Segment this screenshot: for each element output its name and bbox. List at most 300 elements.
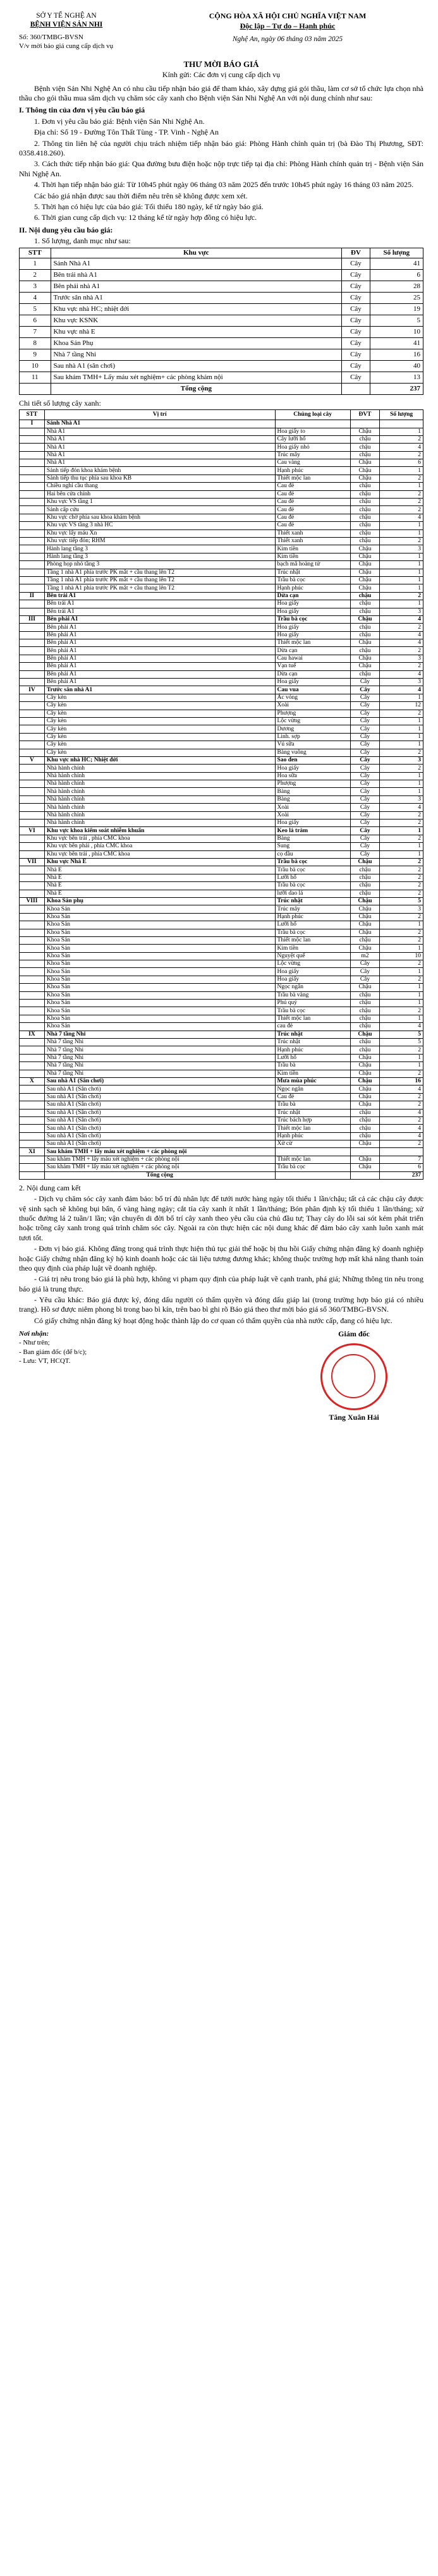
quantity-cell: 2	[380, 913, 423, 921]
quantity-cell: 2	[380, 960, 423, 968]
stt-cell	[20, 874, 45, 881]
plant-type-cell: cọ dầu	[275, 850, 350, 858]
quantity-cell: 1	[380, 584, 423, 592]
stt-cell: 3	[20, 281, 51, 292]
unit-cell: Chậu	[350, 545, 380, 553]
location-cell: Khu vực nhà HC; Nhiệt đới	[44, 756, 275, 764]
unit-cell: Chậu	[350, 1054, 380, 1061]
quantity-cell: 2	[380, 592, 423, 600]
location-cell: Khoa Sản	[44, 952, 275, 960]
plant-type-cell: Trầu bà cọc	[275, 1164, 350, 1171]
unit-cell: chậu	[350, 499, 380, 506]
table-row	[20, 1015, 423, 1022]
stt-cell	[20, 514, 45, 521]
commitment-item: Có giấy chứng nhận đăng ký hoạt động hoặc thành lập do cơ quan có thẩm quyền của nhà nước cấp, đang có hiệu lực.	[34, 1315, 392, 1325]
table-row	[20, 360, 423, 372]
stt-cell	[20, 976, 45, 983]
plant-type-cell: Phượng	[275, 780, 350, 788]
quantity-cell: 4	[380, 1023, 423, 1031]
table-header-cell: ĐV	[342, 248, 370, 258]
recipient-line: Kính gửi: Các đơn vị cung cấp dịch vụ	[162, 70, 281, 80]
stt-cell	[20, 811, 45, 819]
table-row	[20, 780, 423, 788]
location-cell: Sau khám TMH + lấy máu xét nghiệm + các phòng nội	[44, 1164, 275, 1171]
plant-type-cell: Cau đẻ	[275, 506, 350, 514]
stt-cell: VI	[20, 827, 45, 835]
stt-cell: 2	[20, 269, 51, 281]
stt-cell	[20, 960, 45, 968]
quantity-cell: 19	[370, 303, 423, 315]
location-cell: Sau nhà A1 (Sân chơi)	[44, 1140, 275, 1148]
table-row	[20, 483, 423, 490]
location-cell: Tầng 1 nhà A1 phía trước PK mắt + cầu thang lên T2	[44, 584, 275, 592]
unit-cell: Cây	[350, 835, 380, 842]
plant-type-cell: Hoa giấy	[275, 968, 350, 976]
unit-cell: Chậu	[350, 1070, 380, 1077]
quantity-cell: 2	[380, 874, 423, 881]
location-cell: Nhà hành chính	[44, 811, 275, 819]
unit-cell: chậu	[350, 444, 380, 451]
stt-cell: VII	[20, 859, 45, 866]
plant-type-cell: Trúc nhật	[275, 569, 350, 576]
quantity-cell: 6	[370, 269, 423, 281]
unit-cell: Cây	[342, 337, 370, 349]
table-row	[20, 420, 423, 428]
table-row	[20, 475, 423, 482]
plant-type-cell: Thiết mộc lan	[275, 475, 350, 482]
table-row	[20, 326, 423, 337]
stt-cell	[20, 1038, 45, 1046]
plant-type-cell: Cau đẻ	[275, 522, 350, 529]
unit-cell: Cây	[342, 258, 370, 269]
document-number: Số: 360/TMBG-BVSN	[19, 33, 83, 41]
commitment-list	[19, 1194, 423, 1326]
location-cell: Khoa Sản	[44, 1000, 275, 1007]
quantity-cell: 2	[380, 1116, 423, 1124]
location-cell: Sau nhà A1 (Sân chơi)	[44, 1109, 275, 1116]
location-cell: Khoa Sản	[44, 991, 275, 999]
unit-cell: Cây	[350, 756, 380, 764]
plant-type-cell: Hoa giấy	[275, 765, 350, 772]
stt-cell: 9	[20, 349, 51, 360]
plant-type-cell: bạch mã hoàng tử	[275, 561, 350, 569]
table-row	[20, 859, 423, 866]
section-1-items	[19, 117, 423, 223]
stt-cell	[20, 624, 45, 631]
stt-cell	[20, 483, 45, 490]
quantity-cell: 2	[380, 499, 423, 506]
location-cell: Khu vực chờ phía sau khoa khám bệnh	[44, 514, 275, 521]
stt-cell	[20, 1101, 45, 1109]
plant-type-cell: Trầu bà cọc	[275, 615, 350, 623]
quantity-cell: 1	[380, 1054, 423, 1061]
section-2-sub2: 2. Nội dung cam kết	[19, 1183, 81, 1193]
unit-cell: Cây	[350, 811, 380, 819]
stt-cell	[20, 765, 45, 772]
unit-cell: Cây	[350, 725, 380, 733]
plant-type-cell: Trầu bà cọc	[275, 929, 350, 936]
section-1-item: 1. Đơn vị yêu cầu báo giá: Bệnh viện Sản Nhi Nghệ An.	[34, 117, 205, 126]
location-cell: Khu vực khoa kiểm soát nhiễm khuẩn	[44, 827, 275, 835]
location-cell: Nhà 7 tầng Nhi	[44, 1038, 275, 1046]
table-row	[20, 772, 423, 780]
location-cell: Khoa Sản	[44, 936, 275, 944]
plant-type-cell: Kim tiền	[275, 945, 350, 952]
location-cell: Sảnh cấp cứu	[44, 506, 275, 514]
commitment-item: - Giá trị nêu trong báo giá là phù hợp, không vi phạm quy định của pháp luật về cạnh tranh, phá giá; Những thông tin nêu trong báo giá là trung thực.	[19, 1274, 423, 1293]
unit-cell: chậu	[350, 514, 380, 521]
nation-motto: Độc lập – Tự do – Hạnh phúc	[240, 21, 336, 30]
quantity-cell: 1	[380, 772, 423, 780]
location-cell: Bên phải A1	[44, 639, 275, 647]
location-cell: Bên phải A1	[44, 631, 275, 639]
stt-cell	[20, 772, 45, 780]
plant-type-cell: Dừa cạn	[275, 647, 350, 655]
unit-cell: chậu	[350, 522, 380, 529]
quantity-cell: 2	[380, 647, 423, 655]
location-cell: Nhà 7 tầng Nhi	[44, 1062, 275, 1070]
quantity-cell: 1	[380, 483, 423, 490]
table-row	[20, 749, 423, 756]
table-row	[20, 522, 423, 529]
quantity-cell: 4	[380, 631, 423, 639]
quantity-cell: 41	[370, 337, 423, 349]
plant-type-cell: Lưỡi hổ	[275, 1054, 350, 1061]
stt-cell: IX	[20, 1031, 45, 1038]
section-1-item: 3. Cách thức tiếp nhận báo giá: Qua đường bưu điện hoặc nộp trực tiếp tại địa chỉ: Phòng Hành chính quản trị - Bệnh viện Sản Nhi Nghệ An.	[19, 159, 423, 178]
unit-cell: Cây	[342, 349, 370, 360]
quantity-cell: 3	[380, 655, 423, 662]
quantity-cell: 2	[380, 890, 423, 897]
plant-type-cell: Vạn tuế	[275, 663, 350, 670]
table-row	[20, 576, 423, 584]
quantity-cell: 4	[380, 686, 423, 694]
recipient-item: - Lưu: VT, HCQT.	[19, 1357, 71, 1365]
table-row	[20, 428, 423, 435]
location-cell: Sau nhà A1 (Sân chơi)	[44, 1132, 275, 1140]
location-cell: Nhà hành chính	[44, 804, 275, 811]
plant-type-cell: Lộc vừng	[275, 960, 350, 968]
quantity-cell: 13	[370, 372, 423, 383]
quantity-cell: 1	[380, 1062, 423, 1070]
unit-cell: Cây	[350, 694, 380, 701]
location-cell: Sau nhà A1 (Sân chơi)	[44, 1077, 275, 1085]
quantity-cell: 1	[380, 991, 423, 999]
location-cell: Chiều nghỉ cầu thang	[44, 483, 275, 490]
unit-cell: chậu	[350, 592, 380, 600]
official-seal-icon	[320, 1343, 387, 1410]
stt-cell	[20, 499, 45, 506]
quantity-cell: 1	[380, 569, 423, 576]
location-cell: Sau khám TMH + lấy máu xét nghiệm + các phòng nội	[44, 1148, 275, 1156]
unit-cell: Cây	[342, 360, 370, 372]
table-row	[20, 1101, 423, 1109]
plant-type-cell: Hoa giấy	[275, 631, 350, 639]
table-row	[20, 702, 423, 710]
unit-cell: Cây	[342, 315, 370, 326]
plant-type-cell: Thiết mộc lan	[275, 1015, 350, 1022]
location-cell: Bên phải A1	[44, 670, 275, 678]
unit-cell: chậu	[350, 1125, 380, 1132]
stt-cell	[20, 467, 45, 475]
location-cell: Nhà hành chính	[44, 819, 275, 827]
quantity-cell	[380, 420, 423, 428]
location-cell: Khoa Sản	[44, 976, 275, 983]
quantity-cell: 1	[380, 921, 423, 929]
location-cell: Hai bên cửa chính	[44, 490, 275, 498]
table-row	[20, 1148, 423, 1156]
table-row	[20, 569, 423, 576]
commitment-item: - Đơn vị báo giá. Không đăng trong quá trình thực hiện thủ tục giải thể hoặc bị thu hồi Giấy chứng nhận đăng ký doanh nghiệp hoặc Giấy chứng nhận đăng ký hộ kinh doanh hoặc các tài liệu tương đương khác; không thuộc trường hợp mất khả năng thanh toán theo quy định của pháp luật về doanh nghiệp.	[19, 1244, 423, 1273]
tree-detail-table	[19, 409, 423, 1180]
table-row	[20, 991, 423, 999]
table-row	[20, 670, 423, 678]
unit-cell: chậu	[350, 882, 380, 890]
plant-type-cell: Phú quý	[275, 1000, 350, 1007]
stt-cell	[20, 435, 45, 443]
unit-cell: chậu	[350, 991, 380, 999]
table-row	[20, 467, 423, 475]
stt-cell	[20, 459, 45, 467]
unit-cell: Chậu	[350, 1101, 380, 1109]
unit-cell: chậu	[350, 506, 380, 514]
table-row	[20, 615, 423, 623]
location-cell: Khoa Sản	[44, 1023, 275, 1031]
stt-cell	[20, 984, 45, 991]
unit-cell: Cây	[350, 795, 380, 803]
unit-cell: Cây	[350, 804, 380, 811]
stt-cell	[20, 1000, 45, 1007]
signer-block	[284, 1329, 423, 1422]
table-row	[20, 756, 423, 764]
quantity-cell: 2	[380, 710, 423, 717]
table-row	[20, 788, 423, 795]
stt-cell	[20, 952, 45, 960]
location-cell: Bên phải A1	[44, 679, 275, 686]
stt-cell	[20, 968, 45, 976]
plant-type-cell: Xoài	[275, 811, 350, 819]
unit-cell: Cây	[350, 765, 380, 772]
table-row	[20, 936, 423, 944]
stt-cell: V	[20, 756, 45, 764]
table-row	[20, 349, 423, 360]
location-cell: Nhà hành chính	[44, 788, 275, 795]
recipients-block	[19, 1329, 209, 1422]
location-cell: Nhà hành chính	[44, 795, 275, 803]
quantity-cell: 4	[380, 1109, 423, 1116]
total-row	[20, 383, 423, 394]
stt-cell: IV	[20, 686, 45, 694]
total-value: 237	[370, 383, 423, 394]
unit-cell: chậu	[350, 874, 380, 881]
plant-type-cell: Bàng vuông	[275, 749, 350, 756]
location-cell: Khoa Sản	[44, 960, 275, 968]
location-cell: Sau nhà A1 (Sân chơi)	[44, 1125, 275, 1132]
table-header-cell: ĐVT	[350, 409, 380, 420]
signature-block	[19, 1329, 423, 1422]
stt-cell	[20, 561, 45, 569]
quantity-cell: 1	[380, 733, 423, 741]
stt-cell	[20, 569, 45, 576]
quantity-cell: 2	[380, 882, 423, 890]
unit-cell: Cây	[350, 741, 380, 749]
total-row	[20, 1171, 423, 1179]
stt-cell: 8	[20, 337, 51, 349]
stt-cell	[20, 584, 45, 592]
quantity-cell: 4	[380, 670, 423, 678]
unit-cell: Cây	[350, 780, 380, 788]
table-header-cell: Chủng loại cây	[275, 409, 350, 420]
table-row	[20, 624, 423, 631]
area-cell: Khoa Sản Phụ	[51, 337, 342, 349]
plant-type-cell: Trúc nhật	[275, 897, 350, 905]
table-row	[20, 269, 423, 281]
stt-cell	[20, 663, 45, 670]
location-cell: Khoa Sản phụ	[44, 897, 275, 905]
table-row	[20, 1031, 423, 1038]
unit-cell: chậu	[350, 600, 380, 608]
unit-cell: chậu	[350, 631, 380, 639]
table-row	[20, 1007, 423, 1015]
stt-cell	[20, 1054, 45, 1061]
table-header-cell: Số lượng	[380, 409, 423, 420]
location-cell: Tầng 1 nhà A1 phía trước PK mắt + cầu thang lên T2	[44, 576, 275, 584]
total-label: Tổng cộng	[51, 383, 342, 394]
unit-cell: Cây	[350, 968, 380, 976]
stt-cell	[20, 1156, 45, 1163]
quantity-cell: 5	[380, 897, 423, 905]
quantity-cell: 4	[380, 514, 423, 521]
quantity-cell: 4	[380, 804, 423, 811]
unit-cell: Chậu	[350, 553, 380, 560]
unit-cell: Chậu	[350, 615, 380, 623]
stt-cell	[20, 506, 45, 514]
stt-cell	[20, 945, 45, 952]
unit-cell: Chậu	[350, 475, 380, 482]
location-cell: Khu vực tiếp đón; RHM	[44, 537, 275, 545]
stt-cell	[20, 679, 45, 686]
location-cell: Khoa Sản	[44, 921, 275, 929]
location-cell: Bên trái A1	[44, 592, 275, 600]
quantity-cell: 2	[380, 1046, 423, 1054]
table-row	[20, 890, 423, 897]
table-header-cell: Vị trí	[44, 409, 275, 420]
plant-type-cell: Kim tiền	[275, 553, 350, 560]
plant-type-cell: Lưỡi hổ	[275, 921, 350, 929]
area-cell: Nhà 7 tầng Nhi	[51, 349, 342, 360]
plant-type-cell: Hoa giấy	[275, 819, 350, 827]
document-header	[19, 11, 423, 51]
quantity-cell: 2	[380, 835, 423, 842]
section-1-item: Các báo giá nhận được sau thời điểm nêu trên sẽ không được xem xét.	[34, 191, 248, 200]
location-cell: Sau nhà A1 (Sân chơi)	[44, 1085, 275, 1093]
stt-cell	[20, 835, 45, 842]
quantity-cell: 1	[380, 1000, 423, 1007]
plant-type-cell: Cau đẻ	[275, 1093, 350, 1101]
quantity-cell: 1	[380, 561, 423, 569]
unit-cell: m2	[350, 952, 380, 960]
location-cell: Khoa Sản	[44, 913, 275, 921]
area-cell: Sau nhà A1 (sân chơi)	[51, 360, 342, 372]
area-cell: Sau khám TMH+ Lấy máu xét nghiệm+ các phòng khám nội	[51, 372, 342, 383]
stt-cell	[20, 475, 45, 482]
quantity-cell: 3	[380, 795, 423, 803]
unit-cell	[350, 420, 380, 428]
quantity-cell: 4	[380, 615, 423, 623]
unit-cell: Chậu	[350, 428, 380, 435]
plant-type-cell: Nguyệt quế	[275, 952, 350, 960]
unit-cell: chậu	[350, 1007, 380, 1015]
plant-type-cell: Trầu bà cọc	[275, 866, 350, 874]
quantity-cell: 1	[380, 694, 423, 701]
area-cell: Bên phải nhà A1	[51, 281, 342, 292]
table-header-cell: Số lượng	[370, 248, 423, 258]
table-row	[20, 843, 423, 850]
plant-type-cell: Cau đẻ	[275, 490, 350, 498]
location-cell: Nhà A1	[44, 444, 275, 451]
location-cell: Khu vực bên trái , phía CMC khoa	[44, 850, 275, 858]
unit-cell: Chậu	[350, 1093, 380, 1101]
table-row	[20, 1085, 423, 1093]
stt-cell: 5	[20, 303, 51, 315]
table-row	[20, 631, 423, 639]
document	[19, 11, 423, 1422]
quantity-cell: 2	[380, 819, 423, 827]
stt-cell	[20, 913, 45, 921]
quantity-cell: 3	[380, 679, 423, 686]
table-row	[20, 490, 423, 498]
quantity-cell: 2	[380, 936, 423, 944]
unit-cell: Cây	[350, 679, 380, 686]
unit-cell: Cây	[350, 843, 380, 850]
quantity-cell	[380, 1148, 423, 1156]
stt-cell	[20, 1132, 45, 1140]
quantity-cell: 3	[380, 905, 423, 913]
plant-type-cell: Thiết mộc lan	[275, 1156, 350, 1163]
unit-cell: Cây	[350, 733, 380, 741]
table-row	[20, 315, 423, 326]
unit-cell: Chậu	[350, 1164, 380, 1171]
section-1-item: Địa chỉ: Số 19 - Đường Tôn Thất Tùng - TP. Vinh - Nghệ An	[34, 128, 219, 137]
area-cell: Khu vực KSNK	[51, 315, 342, 326]
stt-cell: 7	[20, 326, 51, 337]
table-row	[20, 337, 423, 349]
unit-cell: Cây	[350, 749, 380, 756]
plant-type-cell: Cau đẻ	[275, 499, 350, 506]
table-row	[20, 459, 423, 467]
location-cell: Tầng 1 nhà A1 phía trước PK mắt + cầu thang lên T2	[44, 569, 275, 576]
table-row	[20, 592, 423, 600]
location-cell: Cây kèn	[44, 710, 275, 717]
unit-cell: Chậu	[350, 663, 380, 670]
total-unit	[350, 1171, 380, 1179]
table-header-row	[20, 409, 423, 420]
location-cell: Sảnh tiếp thu tục phía sau khoa KB	[44, 475, 275, 482]
total-unit	[342, 383, 370, 394]
location-cell: Nhà 7 tầng Nhi	[44, 1070, 275, 1077]
total-label: Tổng cộng	[44, 1171, 275, 1179]
unit-cell: Chậu	[350, 929, 380, 936]
unit-cell: chậu	[350, 647, 380, 655]
quantity-cell: 7	[380, 1156, 423, 1163]
location-cell: Nhà E	[44, 882, 275, 890]
table-row	[20, 553, 423, 560]
quantity-cell: 2	[380, 811, 423, 819]
area-summary-table	[19, 248, 423, 395]
table-row	[20, 976, 423, 983]
table-row	[20, 1023, 423, 1031]
location-cell: Cây kèn	[44, 741, 275, 749]
